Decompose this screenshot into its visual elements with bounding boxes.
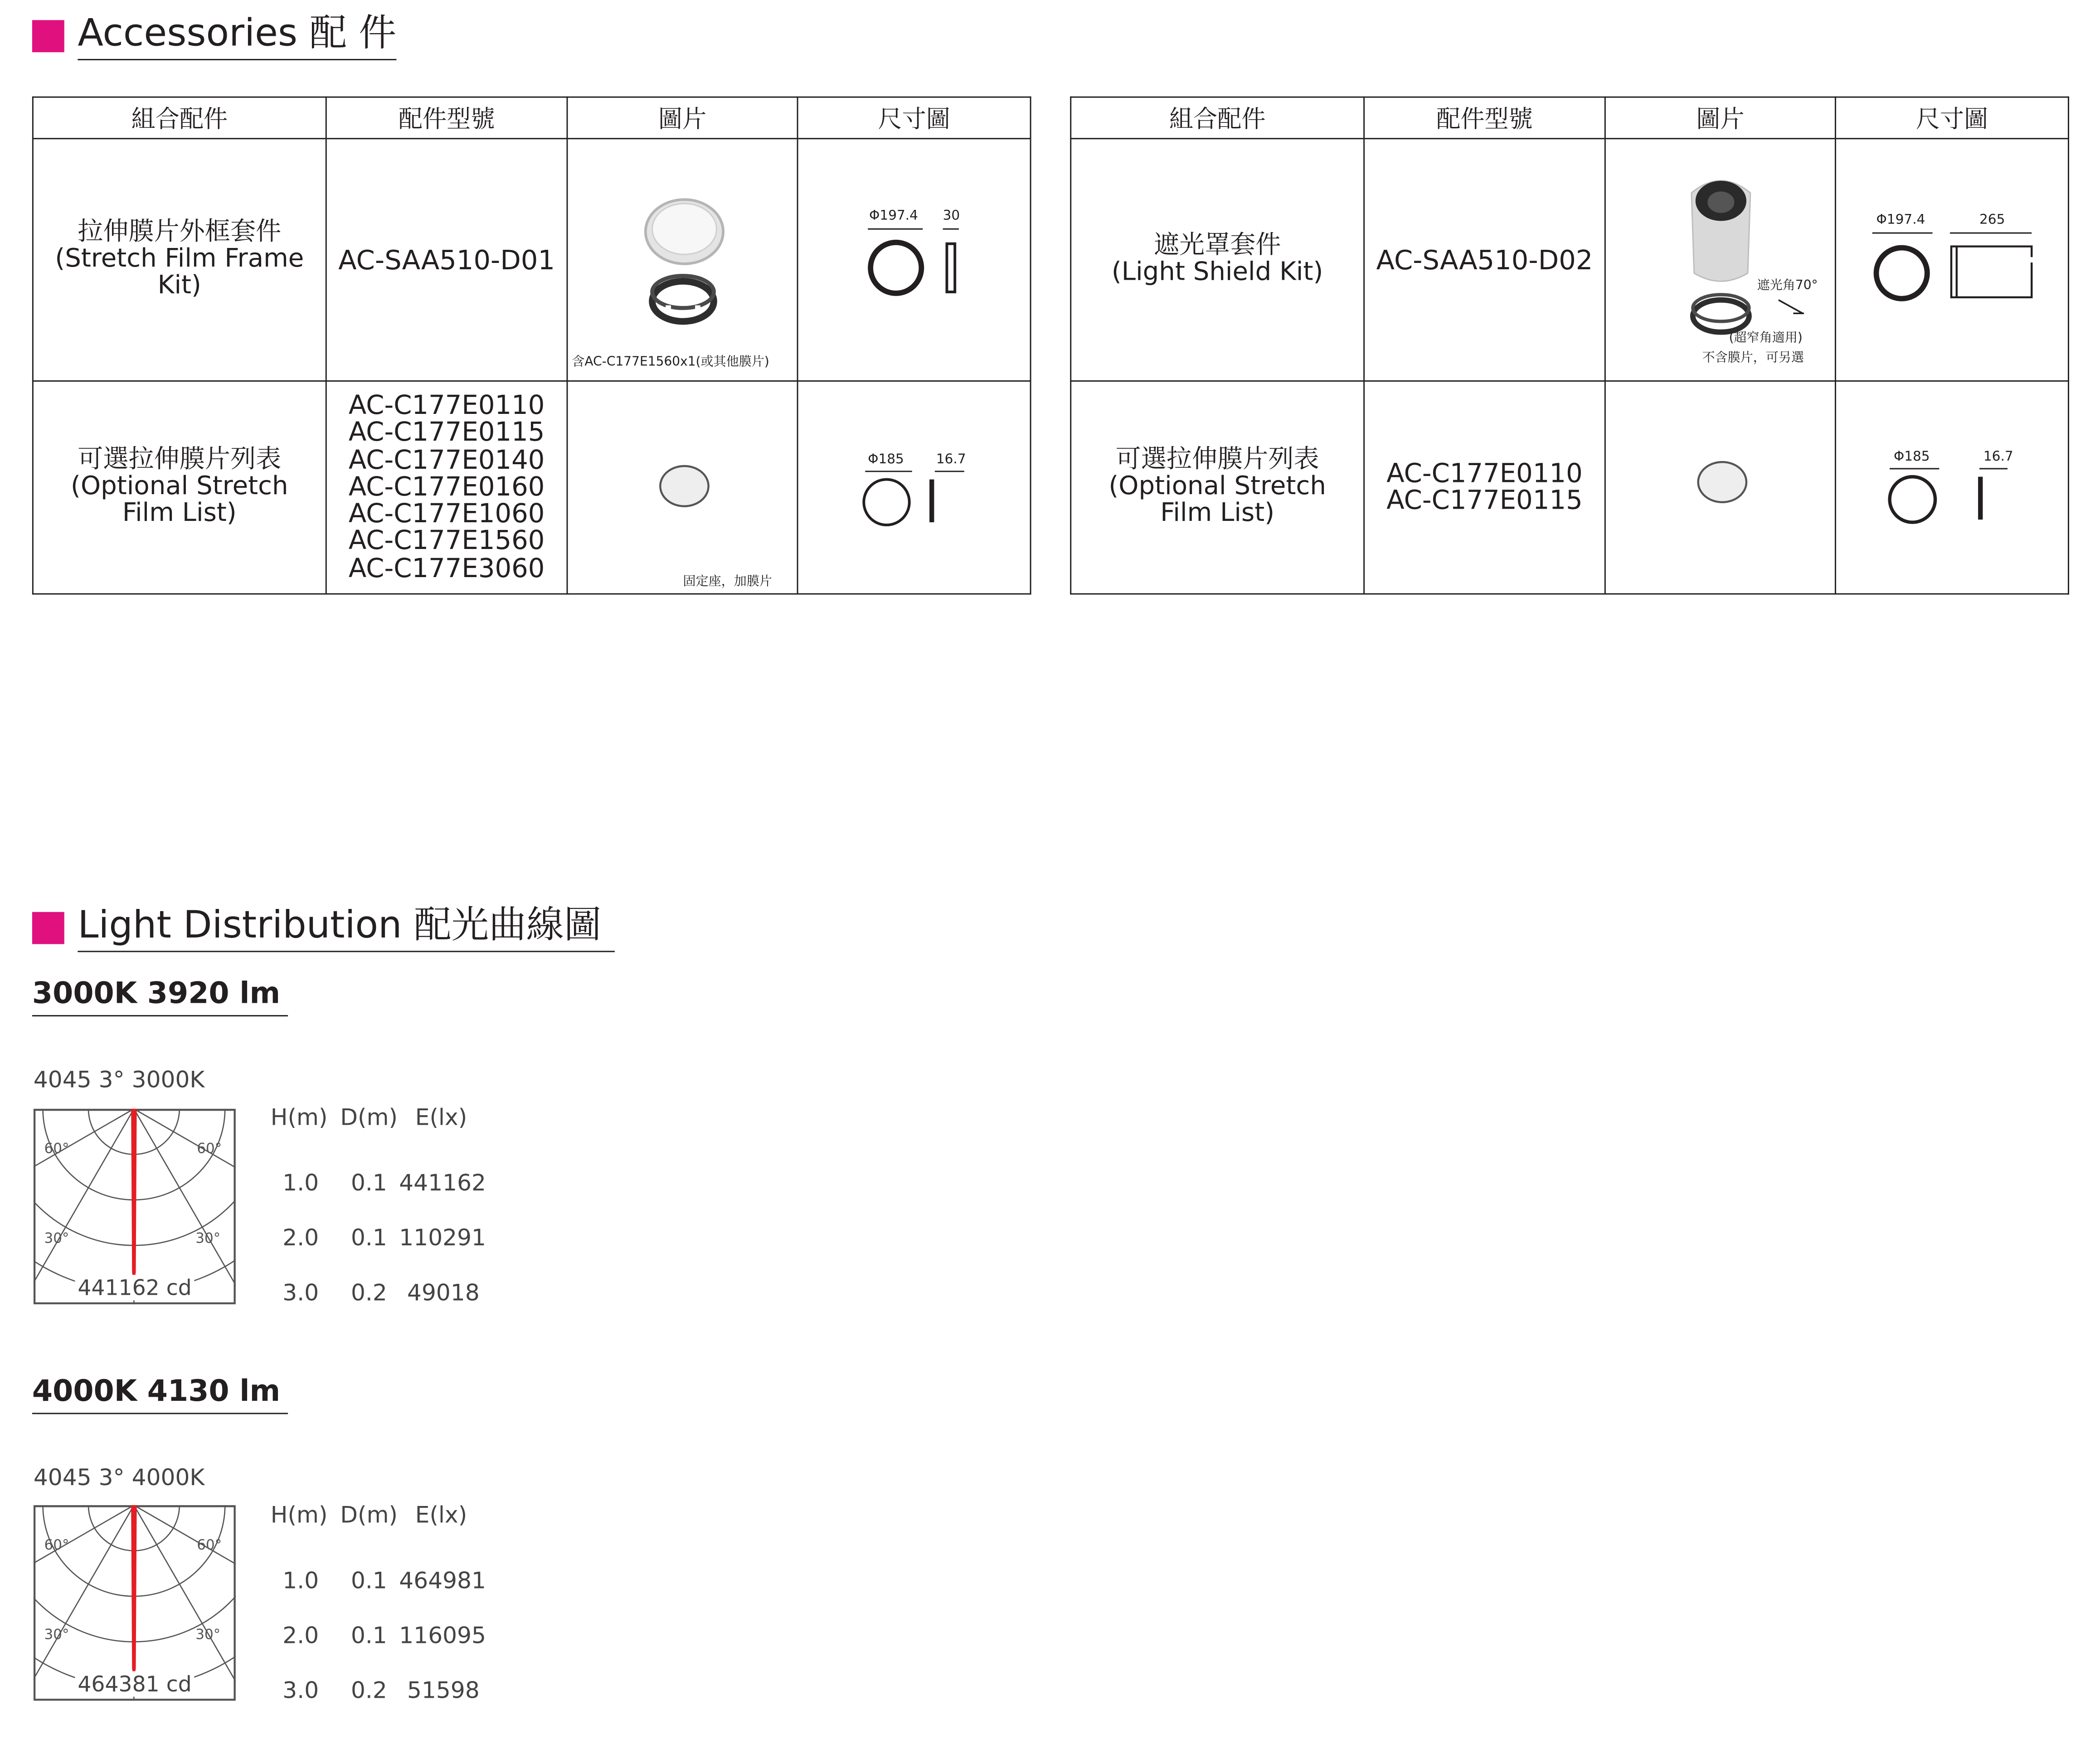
col-header-height: H(m) <box>270 1105 328 1132</box>
illuminance-value: 51598 <box>407 1678 480 1705</box>
list-item: AC-C177E0110 <box>1386 457 1583 489</box>
kit-name-en: (Stretch Film Frame Kit) <box>55 243 304 300</box>
kit-name-en: (Light Shield Kit) <box>1111 257 1323 287</box>
distance-value: 0.2 <box>350 1678 387 1705</box>
image-cell <box>567 139 797 381</box>
col-header-image: 圖片 <box>1605 97 1835 139</box>
shield-angle-note: 遮光角70° <box>1757 278 1818 293</box>
list-item: AC-C177E1060 <box>348 498 545 529</box>
polar-chart <box>34 1505 236 1700</box>
list-item: AC-C177E0115 <box>348 417 545 448</box>
model-cell <box>326 139 567 381</box>
col-header-illuminance: E(lx) <box>415 1502 467 1530</box>
frame-kit-note: 含AC-C177E1560x1(或其他膜片) <box>572 355 769 370</box>
film-image <box>568 382 798 593</box>
angle-label: 60° <box>197 1537 222 1554</box>
image-cell <box>1605 139 1835 381</box>
combo-cell <box>1071 381 1364 594</box>
table-row <box>282 1280 480 1307</box>
film-dimension-drawing <box>798 382 1031 593</box>
dimension-cell <box>797 381 1031 594</box>
dim-height: 30 <box>943 209 960 224</box>
section-marker-square <box>32 913 64 945</box>
illuminance-value: 116095 <box>399 1623 486 1650</box>
col-header-distance: D(m) <box>340 1105 398 1132</box>
table-row <box>1071 381 2069 594</box>
films-name-en-1: (Optional Stretch <box>1108 471 1326 501</box>
film-model-list <box>1365 457 1604 516</box>
angle-label: 60° <box>197 1141 222 1157</box>
dim-diameter: Φ185 <box>1893 450 1930 465</box>
films-name-en-2: Film List) <box>122 498 237 528</box>
shield-note-1: (超窄角適用) <box>1729 330 1803 346</box>
illuminance-value: 441162 <box>399 1170 486 1197</box>
dim-height: 16.7 <box>936 452 966 467</box>
table-row <box>282 1225 486 1252</box>
col-header-illuminance: E(lx) <box>415 1105 467 1132</box>
table-row <box>282 1623 486 1650</box>
distance-value: 0.2 <box>350 1280 387 1307</box>
list-item: AC-C177E0115 <box>1386 485 1583 516</box>
distance-value: 0.1 <box>350 1170 387 1197</box>
film-image <box>1606 382 1836 593</box>
distance-value: 0.1 <box>350 1225 387 1252</box>
film-model-list <box>327 389 567 583</box>
light-distribution-title: Light Distribution 配光曲線圖 <box>78 905 615 952</box>
polar-chart <box>34 1109 236 1304</box>
col-header-distance: D(m) <box>340 1502 398 1530</box>
list-item: AC-C177E3060 <box>348 552 545 583</box>
accessories-heading <box>32 10 397 60</box>
col-header-combo: 組合配件 <box>33 97 326 139</box>
frame-kit-image <box>568 139 798 380</box>
dimension-cell <box>797 139 1031 381</box>
dim-height: 16.7 <box>1983 450 2013 465</box>
distance-value: 0.1 <box>350 1623 387 1650</box>
frame-kit-dimension-drawing <box>798 139 1031 380</box>
accessories-table-left <box>32 97 1031 595</box>
angle-label: 30° <box>195 1627 221 1643</box>
dim-diameter: Φ197.4 <box>1876 213 1925 228</box>
dimension-cell <box>1835 381 2068 594</box>
angle-label: 60° <box>44 1537 69 1554</box>
accessories-table-right <box>1070 97 2069 595</box>
image-cell <box>567 381 797 594</box>
list-item: AC-C177E0160 <box>348 471 545 502</box>
col-header-model: 配件型號 <box>326 97 567 139</box>
height-value: 1.0 <box>282 1170 319 1197</box>
kit-name-zh: 遮光罩套件 <box>1153 230 1281 260</box>
angle-label: 30° <box>44 1230 69 1247</box>
model-cell <box>326 381 567 594</box>
kit-model: AC-SAA510-D01 <box>338 243 555 276</box>
illuminance-value: 110291 <box>399 1225 486 1252</box>
height-value: 2.0 <box>282 1225 319 1252</box>
illuminance-value: 49018 <box>407 1280 480 1307</box>
light-distribution-heading <box>32 902 615 952</box>
image-cell <box>1605 381 1835 594</box>
table-row <box>282 1678 480 1705</box>
films-name-en-1: (Optional Stretch <box>71 471 288 501</box>
col-header-combo: 組合配件 <box>1071 97 1364 139</box>
height-value: 3.0 <box>282 1678 319 1705</box>
col-header-image: 圖片 <box>567 97 797 139</box>
angle-label: 60° <box>44 1141 69 1157</box>
model-cell <box>1364 381 1605 594</box>
kit-model: AC-SAA510-D02 <box>1376 243 1593 276</box>
dim-diameter: Φ197.4 <box>869 209 918 224</box>
intensity-curve <box>132 1505 136 1672</box>
section-marker-square <box>32 20 64 53</box>
distance-value: 0.1 <box>350 1568 387 1595</box>
intensity-curve <box>132 1109 136 1276</box>
list-item: AC-C177E0140 <box>348 444 545 475</box>
film-note: 固定座，加膜片 <box>683 574 773 589</box>
table-row <box>282 1171 486 1197</box>
col-header-dimension: 尺寸圖 <box>1835 97 2068 139</box>
films-name-zh: 可選拉伸膜片列表 <box>1115 445 1319 474</box>
peak-candela-label: 441162 cd <box>75 1275 194 1300</box>
films-name-zh: 可選拉伸膜片列表 <box>78 445 282 474</box>
peak-candela-label: 464381 cd <box>75 1671 194 1697</box>
films-name-en-2: Film List) <box>1160 498 1275 528</box>
height-value: 2.0 <box>282 1623 319 1650</box>
height-value: 3.0 <box>282 1280 319 1307</box>
table-row <box>33 381 1031 594</box>
list-item: AC-C177E0110 <box>348 389 545 421</box>
list-item: AC-C177E1560 <box>348 525 545 557</box>
col-header-model: 配件型號 <box>1364 97 1605 139</box>
combo-cell <box>1071 139 1364 381</box>
angle-label: 30° <box>195 1230 221 1247</box>
dim-length: 265 <box>1979 213 2005 228</box>
light-shield-dimension-drawing <box>1836 139 2069 380</box>
table-row <box>1071 139 2069 381</box>
accessories-title: Accessories 配 件 <box>78 14 396 60</box>
chart-subtitle: 4000K 4130 lm <box>32 1377 288 1414</box>
model-cell <box>1364 139 1605 381</box>
kit-name-zh: 拉伸膜片外框套件 <box>78 217 282 247</box>
col-header-dimension: 尺寸圖 <box>797 97 1031 139</box>
table-row <box>33 139 1031 381</box>
angle-label: 30° <box>44 1627 69 1643</box>
film-dimension-drawing <box>1836 382 2069 593</box>
illuminance-value: 464981 <box>399 1568 486 1595</box>
chart-title: 4045 3° 4000K <box>33 1465 205 1492</box>
height-value: 1.0 <box>282 1568 319 1595</box>
dimension-cell <box>1835 139 2068 381</box>
dim-diameter: Φ185 <box>868 452 904 467</box>
combo-cell <box>33 381 326 594</box>
chart-subtitle: 3000K 3920 lm <box>32 979 288 1016</box>
chart-title: 4045 3° 3000K <box>33 1067 205 1094</box>
table-row <box>282 1568 486 1595</box>
combo-cell <box>33 139 326 381</box>
col-header-height: H(m) <box>270 1502 328 1530</box>
shield-note-2: 不含膜片，可另選 <box>1702 350 1804 366</box>
